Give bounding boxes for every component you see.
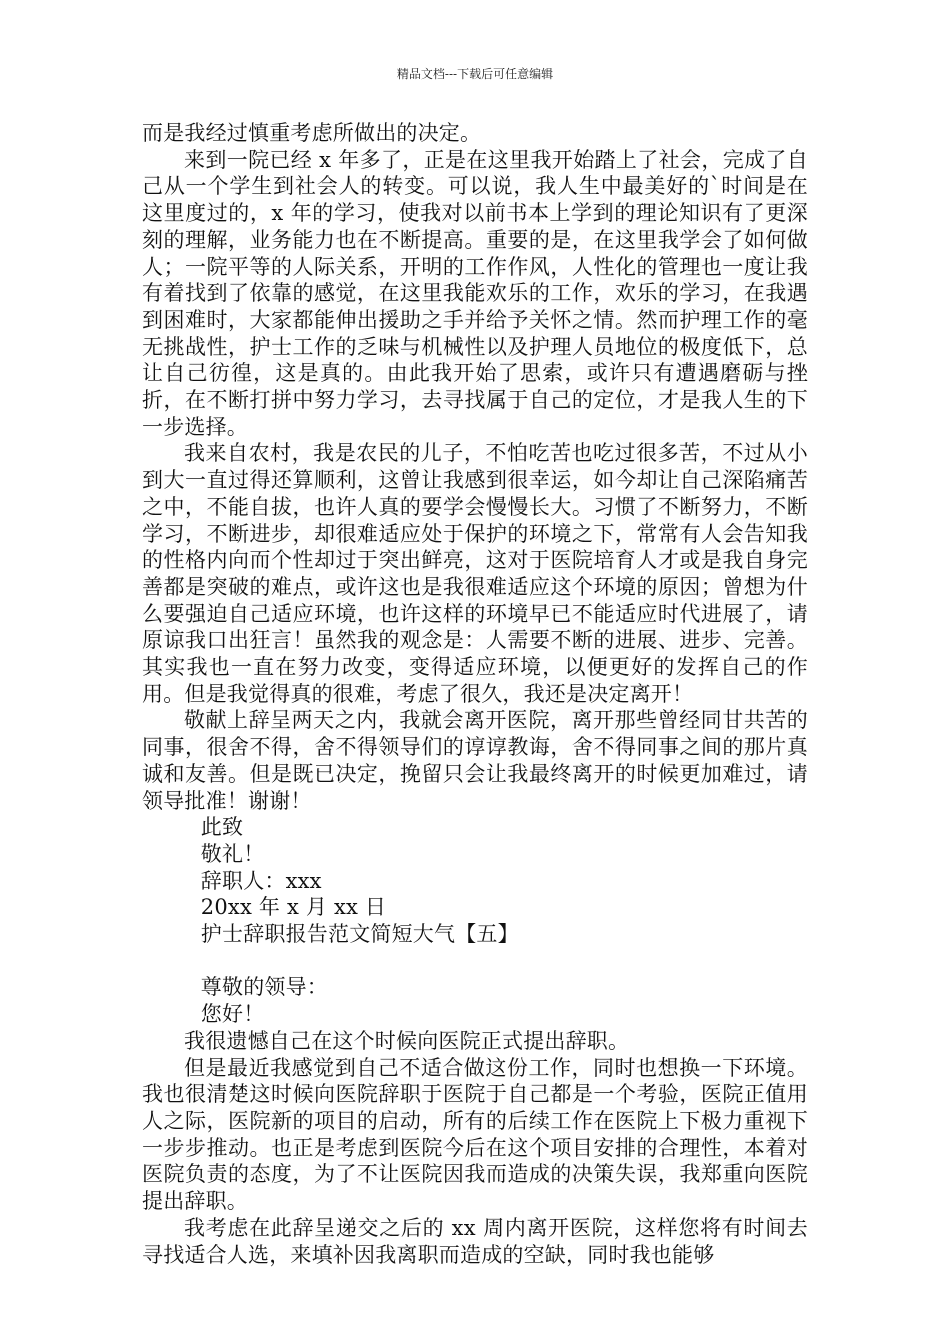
paragraph-resignation-notice: 敬献上辞呈两天之内，我就会离开医院，离开那些曾经同甘共苦的同事，很舍不得，舍不得领导们的谆谆教诲，舍不得同事之间的那片真诚和友善。但是既已决定，挽留只会让我最终离开的时候更加难过，请领导批准！谢谢！: [142, 708, 808, 813]
closing-regards: 此致: [200, 815, 244, 840]
paragraph-reason: 但是最近我感觉到自己不适合做这份工作，同时也想换一下环境。我也很清楚这时候向医院辞职于医院于自己都是一个考验，医院正值用人之际，医院新的项目的启动，所有的后续工作在医院上下极力重视下一步步推动。也正是考虑到医院今后在这个项目安排的合理性，本着对医院负责的态度，为了不让医院因我而造成的决策失误，我郑重向医院提出辞职。: [142, 1055, 808, 1214]
paragraph-leave-plan: 我考虑在此辞呈递交之后的 xx 周内离开医院，这样您将有时间去寻找适合人选，来填补因我离职而造成的空缺，同时我也能够: [142, 1215, 808, 1267]
paragraph-rural-background: 我来自农村，我是农民的儿子，不怕吃苦也吃过很多苦，不过从小到大一直过得还算顺利，这曾让我感到很幸运，如今却让自己深陷痛苦之中，不能自拔，也许人真的要学会慢慢长大。习惯了不断努力，不断学习，不断进步，却很难适应处于保护的环境之下，常常有人会告知我的性格内向而个性却过于突出鲜亮，这对于医院培育人才或是我自身完善都是突破的难点，或许这也是我很难适应这个环境的原因；曾想为什么要强迫自己适应环境，也许这样的环境早已不能适应时代进展了，请原谅我口出狂言！虽然我的观念是：人需要不断的进展、进步、完善。其实我也一直在努力改变，变得适应环境，以便更好的发挥自己的作用。但是我觉得真的很难，考虑了很久，我还是决定离开！: [142, 441, 808, 706]
page-header: 精品文档---下载后可任意编辑: [396, 67, 554, 81]
paragraph-regret: 我很遗憾自己在这个时候向医院正式提出辞职。: [184, 1028, 630, 1053]
greeting: 您好！: [200, 1002, 265, 1027]
salutation: 尊敬的领导：: [200, 975, 328, 1000]
signer-line: 辞职人：xxx: [200, 868, 322, 893]
paragraph-years-at-hospital: 来到一院已经 x 年多了，正是在这里我开始踏上了社会，完成了自己从一个学生到社会人的转变。可以说，我人生中最美好的`时间是在这里度过的，x 年的学习，使我对以前书本上学到的理论知识有了更深刻的理解，业务能力也在不断提高。重要的是，在这里我学会了如何做人；一院平等的人际关系，开明的工作作风，人性化的管理也一度让我有着找到了依靠的感觉，在这里我能欢乐的工作，欢乐的学习，在我遇到困难时，大家都能伸出援助之手并给予关怀之情。然而护理工作的毫无挑战性，护士工作的乏味与机械性以及护理人员地位的极度低下，总让自己彷徨，这是真的。由此我开始了思索，或许只有遭遇磨砺与挫折，在不断打拼中努力学习，去寻找属于自己的定位，才是我人生的下一步选择。: [142, 147, 808, 439]
paragraph-continuation: 而是我经过慎重考虑所做出的决定。: [142, 121, 482, 145]
document-body: [142, 120, 808, 1268]
blank-line: [142, 948, 808, 975]
closing-salute: 敬礼！: [200, 841, 265, 866]
section-title: 护士辞职报告范文简短大气【五】: [200, 922, 519, 947]
date-line: 20xx 年 x 月 xx 日: [200, 895, 387, 920]
